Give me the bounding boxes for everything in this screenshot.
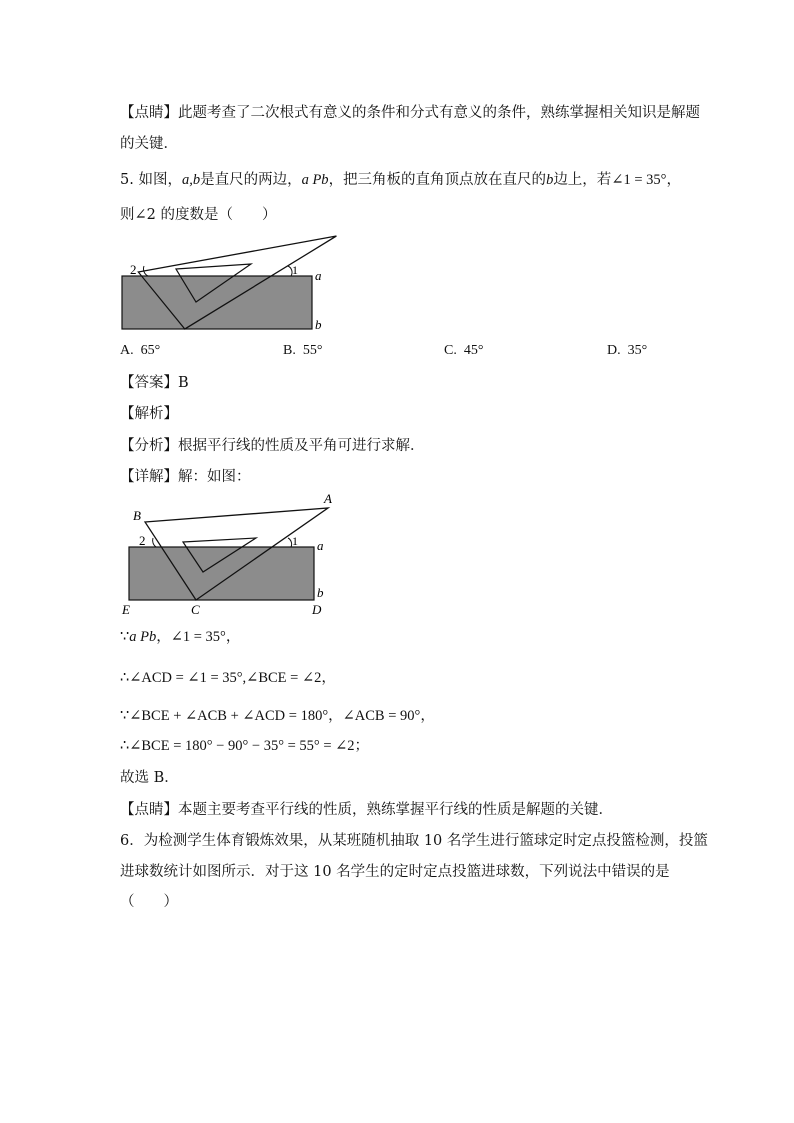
option-d-letter: D.: [607, 343, 621, 358]
option-b[interactable]: [283, 343, 322, 359]
ruler-rect-2: [129, 547, 314, 600]
q5-figure: [118, 232, 338, 336]
fig2-label-1: 1: [292, 534, 298, 548]
because-symbol: ∵: [120, 629, 130, 645]
option-d[interactable]: [607, 343, 647, 359]
q5-conclusion: 故选 B．: [120, 770, 179, 786]
q5-stem-b: b: [546, 172, 554, 188]
option-d-value: 35°: [627, 343, 648, 358]
q5-step3: ∵∠BCE + ∠ACB + ∠ACD = 180°，∠ACB = 90°，: [120, 708, 435, 724]
q6-line2: 进球数统计如图所示．对于这 10 名学生的定时定点投篮进球数，下列说法中错误的是: [120, 864, 670, 880]
option-b-value: 55°: [302, 343, 323, 358]
q5-step4: ∴∠BCE = 180° − 90° − 35° = 55° = ∠2；: [120, 738, 370, 754]
q5-stem-angle1: ∠1 = 35°: [611, 172, 667, 188]
fig2-label-2: 2: [139, 533, 146, 548]
q5-answer: 【答案】B: [120, 375, 189, 391]
q5-stem-part-a: 如图，: [138, 172, 182, 188]
q5-analysis-header: 【解析】: [120, 406, 178, 422]
q5-step2: ∴∠ACD = ∠1 = 35°,∠BCE = ∠2，: [120, 670, 336, 686]
q6-line1: 6．为检测学生体育锻炼效果，从某班随机抽取 10 名学生进行篮球定时定点投篮检测，投篮: [120, 833, 708, 849]
fig1-label-1: 1: [292, 263, 298, 277]
option-b-letter: B.: [283, 343, 296, 358]
q5-number: 5.: [120, 172, 134, 188]
q4-comment-line2: 的关键．: [120, 136, 178, 152]
ruler-rect: [122, 276, 312, 329]
q5-comment: 【点睛】本题主要考查平行线的性质，熟练掌握平行线的性质是解题的关键．: [120, 802, 613, 818]
option-a[interactable]: [120, 343, 160, 359]
q5-stem-ab: a,b: [181, 172, 201, 188]
option-c-value: 45°: [463, 343, 484, 358]
option-c[interactable]: [444, 343, 483, 359]
fig1-label-2: 2: [130, 262, 137, 277]
fig1-label-b: b: [315, 317, 322, 332]
fig2-label-a: a: [317, 538, 324, 553]
fig2-label-D: D: [312, 602, 322, 617]
q5-detail-intro: 【详解】解：如图：: [120, 469, 251, 485]
fig2-label-b: b: [317, 585, 324, 600]
fig2-label-B: B: [133, 508, 141, 523]
q6-line3: （ ）: [120, 894, 178, 910]
q5-stem-part-b: 是直尺的两边，: [200, 172, 302, 188]
q5-stem-parallel: a Pb: [301, 172, 329, 188]
fig2-label-C: C: [191, 602, 200, 617]
fig2-label-E: E: [122, 602, 130, 617]
q5-stem-line2: 则∠2 的度数是（ ）: [120, 207, 277, 223]
option-a-letter: A.: [120, 343, 134, 358]
fig1-label-a: a: [315, 268, 322, 283]
q5-step1-rest: ，∠1 = 35°，: [156, 629, 241, 645]
q5-detail-figure: [118, 488, 348, 620]
q5-stem-part-c: ，把三角板的直角顶点放在直尺的: [328, 172, 547, 188]
option-a-value: 65°: [140, 343, 161, 358]
option-c-letter: C.: [444, 343, 457, 358]
fig2-label-A: A: [324, 491, 332, 506]
q5-stem-line1: [120, 170, 681, 190]
angle-2-arc-2: [153, 538, 156, 547]
q5-stem-part-e: ，: [666, 172, 681, 188]
q5-step1-parallel: a Pb: [129, 629, 157, 645]
q5-step1: [120, 627, 240, 647]
q4-comment-line1: 【点睛】此题考查了二次根式有意义的条件和分式有意义的条件，熟练掌握相关知识是解题: [120, 105, 700, 121]
q5-analysis: 【分析】根据平行线的性质及平角可进行求解．: [120, 438, 425, 454]
q5-stem-part-d: 边上，若: [553, 172, 612, 188]
